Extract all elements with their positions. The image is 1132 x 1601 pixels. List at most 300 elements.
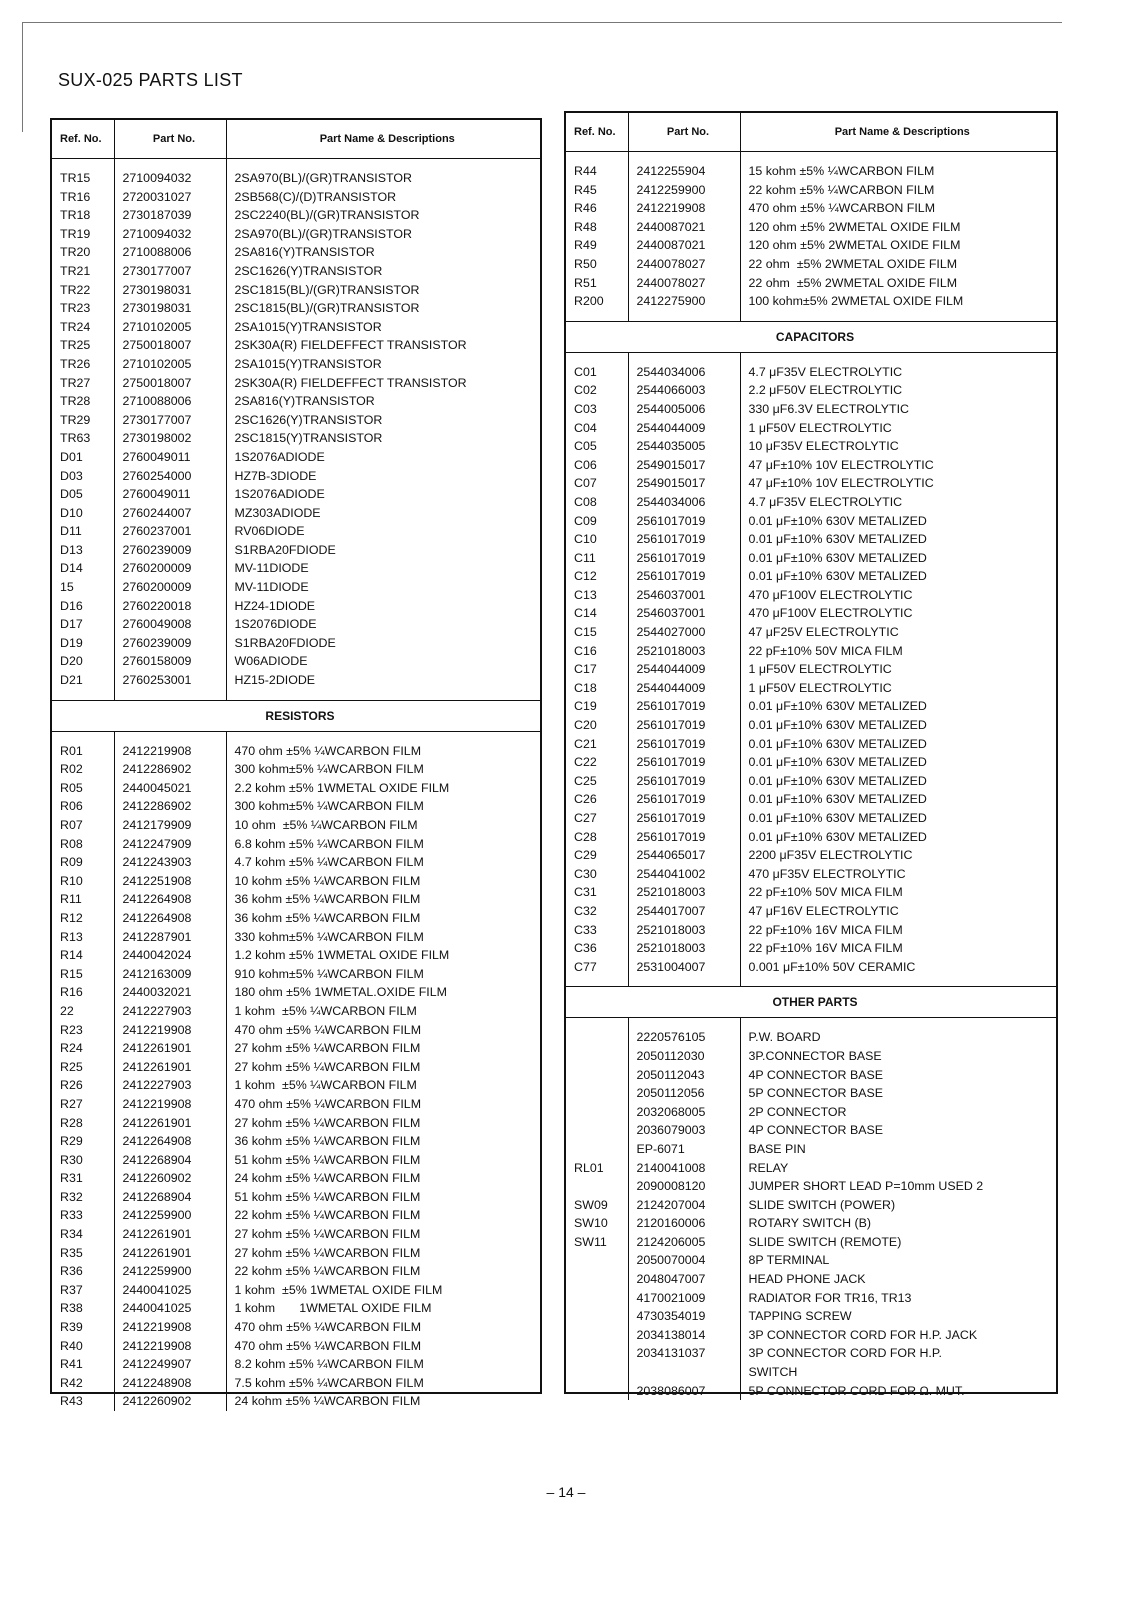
ref-cell: D16 bbox=[52, 597, 114, 616]
description-value: 15 kohm ±5% ¼W bbox=[748, 164, 850, 178]
table-row bbox=[52, 188, 540, 207]
part-no-cell: 2730198031 bbox=[114, 299, 226, 318]
part-no-cell: 2050112030 bbox=[628, 1047, 740, 1066]
ref-cell: D17 bbox=[52, 615, 114, 634]
description-value: 47 μF bbox=[748, 903, 781, 918]
description-cell bbox=[226, 946, 540, 965]
description-value: 470 ohm ±5% ¼W bbox=[234, 1320, 337, 1335]
table-row bbox=[52, 1244, 540, 1263]
ref-cell: C19 bbox=[566, 697, 628, 716]
description-type: CARBON FILM bbox=[336, 1320, 422, 1335]
ref-cell: R09 bbox=[52, 853, 114, 872]
ref-cell: C17 bbox=[566, 660, 628, 679]
table-row bbox=[566, 865, 1056, 884]
ref-cell: C07 bbox=[566, 474, 628, 493]
table-row bbox=[566, 236, 1056, 255]
part-no-cell: 4170021009 bbox=[628, 1289, 740, 1308]
ref-cell: C77 bbox=[566, 958, 628, 977]
spacer-cell bbox=[740, 1018, 1056, 1029]
description-value: 51 kohm ±5% ¼W bbox=[234, 1152, 336, 1167]
table-row bbox=[566, 1140, 1056, 1159]
description-cell bbox=[226, 206, 540, 225]
ref-cell: C08 bbox=[566, 493, 628, 512]
description-type: CARBON FILM bbox=[336, 743, 422, 758]
header-description: Part Name & Descriptions bbox=[226, 120, 540, 159]
spacer-cell bbox=[628, 1018, 740, 1029]
part-no-cell: 2124206005 bbox=[628, 1233, 740, 1252]
description-value: 47 μF bbox=[748, 476, 781, 491]
description-value: 2SB568(C)/(D) bbox=[234, 189, 317, 204]
description-type: CARBON FILM bbox=[335, 1264, 421, 1279]
description-value: 4.7 kohm ±5% ¼W bbox=[234, 855, 340, 870]
description-type: 35V ELECTROLYTIC bbox=[783, 364, 903, 379]
ref-cell: C30 bbox=[566, 865, 628, 884]
description-type: 100V ELECTROLYTIC bbox=[787, 587, 913, 602]
table-row bbox=[52, 1132, 540, 1151]
table-row bbox=[566, 1326, 1056, 1345]
description-cell bbox=[740, 363, 1056, 382]
part-no-cell: 2036079003 bbox=[628, 1121, 740, 1140]
description-value: 2SA816(Y) bbox=[234, 394, 296, 409]
ref-cell: SW11 bbox=[566, 1233, 628, 1252]
ref-cell: R42 bbox=[52, 1374, 114, 1393]
spacer-cell bbox=[740, 152, 1056, 163]
table-row bbox=[52, 1318, 540, 1337]
ref-cell: C36 bbox=[566, 939, 628, 958]
description-cell: 3P CONNECTOR CORD FOR H.P. bbox=[748, 1346, 942, 1361]
description-cell bbox=[740, 939, 1056, 958]
part-no-cell: 2521018003 bbox=[628, 939, 740, 958]
description-value: 2SC1626(Y) bbox=[234, 412, 303, 427]
description-type: METAL OXIDE FILM bbox=[846, 219, 961, 234]
ref-cell: R07 bbox=[52, 816, 114, 835]
description-value: 2200 μF bbox=[748, 848, 795, 863]
description-type: TRANSISTOR bbox=[295, 245, 375, 260]
description-type: CARBON FILM bbox=[335, 1171, 421, 1186]
description-cell bbox=[226, 559, 540, 578]
description-value: 0.01 μF bbox=[748, 550, 791, 565]
ref-cell: C16 bbox=[566, 642, 628, 661]
description-value: 0.01 μF bbox=[748, 699, 791, 714]
description-cell bbox=[740, 586, 1056, 605]
table-row bbox=[566, 437, 1056, 456]
description-cell bbox=[226, 392, 540, 411]
part-no-cell: 2440041025 bbox=[114, 1299, 226, 1318]
description-value: 0.01 μF bbox=[748, 829, 791, 844]
ref-cell: TR21 bbox=[52, 262, 114, 281]
description-cell bbox=[226, 485, 540, 504]
description-type: CARBON FILM bbox=[339, 855, 424, 870]
ref-cell: R38 bbox=[52, 1299, 114, 1318]
description-type: TRANSISTOR bbox=[302, 431, 383, 446]
part-no-cell: 2412243903 bbox=[114, 853, 226, 872]
part-no-cell: 2412260902 bbox=[114, 1392, 226, 1411]
description-type: ±10% 630V METALIZED bbox=[790, 736, 927, 751]
description-cell bbox=[226, 1021, 540, 1040]
description-type: CARBON FILM bbox=[332, 1003, 417, 1018]
ref-cell: C06 bbox=[566, 456, 628, 475]
description-type: DIODE bbox=[277, 468, 317, 483]
description-cell bbox=[740, 236, 1056, 255]
part-no-cell: 2710094032 bbox=[114, 169, 226, 188]
description-value: 2SC1815(BL)/(GR) bbox=[234, 282, 340, 297]
description-type: ±10% 630V METALIZED bbox=[790, 773, 927, 788]
description-value: 1S2076 bbox=[234, 617, 278, 632]
part-no-cell: 2412268904 bbox=[114, 1151, 226, 1170]
table-row bbox=[52, 1039, 540, 1058]
description-type: 50V ELECTROLYTIC bbox=[773, 662, 892, 677]
description-type: 50V ELECTROLYTIC bbox=[773, 680, 892, 695]
part-no-cell: 2412249907 bbox=[114, 1355, 226, 1374]
description-cell bbox=[226, 1225, 540, 1244]
description-type: TRANSISTOR bbox=[302, 412, 383, 427]
description-value: 0.01 μF bbox=[748, 718, 791, 733]
description-type: CARBON FILM bbox=[336, 1022, 422, 1037]
table-row bbox=[52, 299, 540, 318]
description-value: 1 kohm ±5% ¼W bbox=[234, 1078, 333, 1093]
description-value: 1 kohm ±5% 1W bbox=[234, 1282, 329, 1297]
description-cell bbox=[740, 623, 1056, 642]
description-value: 22 kohm ±5% ¼W bbox=[234, 1208, 336, 1223]
description-type: ±10% 630V METALIZED bbox=[790, 513, 927, 528]
description-cell bbox=[226, 965, 540, 984]
part-no-cell: 2412227903 bbox=[114, 1002, 226, 1021]
part-no-cell: 2412219908 bbox=[114, 1337, 226, 1356]
description-cell bbox=[226, 1151, 540, 1170]
description-type: DIODE bbox=[268, 654, 308, 669]
ref-cell bbox=[566, 1326, 628, 1345]
header-part-no: Part No. bbox=[114, 120, 226, 159]
description-value: 22 kohm ±5% ¼W bbox=[748, 182, 850, 197]
description-type: CARBON FILM bbox=[335, 873, 421, 888]
description-cell bbox=[226, 299, 540, 318]
ref-cell: R31 bbox=[52, 1169, 114, 1188]
table-row bbox=[566, 218, 1056, 237]
ref-cell: D03 bbox=[52, 467, 114, 486]
part-no-cell: 2140041008 bbox=[628, 1159, 740, 1178]
description-value: 0.01 μF bbox=[748, 792, 791, 807]
description-cell bbox=[226, 1132, 540, 1151]
description-type: 6.3V ELECTROLYTIC bbox=[787, 401, 909, 416]
table-row bbox=[566, 772, 1056, 791]
description-cell bbox=[740, 828, 1056, 847]
ref-cell: TR23 bbox=[52, 299, 114, 318]
description-cell bbox=[226, 1318, 540, 1337]
ref-cell: TR19 bbox=[52, 225, 114, 244]
table-row bbox=[566, 1159, 1056, 1178]
description-type: ±10% 630V METALIZED bbox=[790, 532, 927, 547]
description-cell bbox=[740, 772, 1056, 791]
description-cell bbox=[740, 604, 1056, 623]
table-row bbox=[566, 400, 1056, 419]
ref-cell bbox=[566, 1177, 628, 1196]
table-row bbox=[566, 623, 1056, 642]
description-cell bbox=[226, 1374, 540, 1393]
ref-cell: R15 bbox=[52, 965, 114, 984]
description-value: 2SK30A(R) FIELD bbox=[234, 375, 336, 390]
spacer-cell bbox=[740, 976, 1056, 987]
description-cell bbox=[226, 779, 540, 798]
description-cell bbox=[226, 188, 540, 207]
description-type: CARBON FILM bbox=[335, 1245, 421, 1260]
ref-cell bbox=[566, 1344, 628, 1363]
description-type: CARBON FILM bbox=[335, 1227, 421, 1242]
description-cell bbox=[226, 1299, 540, 1318]
part-no-cell: 2760200009 bbox=[114, 578, 226, 597]
description-cell bbox=[226, 467, 540, 486]
description-cell bbox=[740, 697, 1056, 716]
table-row bbox=[52, 318, 540, 337]
description-value: 910 kohm±5% ¼W bbox=[234, 966, 340, 981]
table-row bbox=[52, 816, 540, 835]
description-value: RV06 bbox=[234, 524, 266, 539]
description-type: CARBON FILM bbox=[850, 201, 936, 216]
description-type: ±10% 630V METALIZED bbox=[790, 550, 927, 565]
table-row bbox=[52, 262, 540, 281]
table-row bbox=[566, 181, 1056, 200]
ref-cell: R26 bbox=[52, 1076, 114, 1095]
table-row bbox=[566, 958, 1056, 977]
description-value: 100 kohm±5% 2W bbox=[748, 294, 850, 309]
description-cell bbox=[226, 411, 540, 430]
description-value: 470 ohm ±5% ¼W bbox=[234, 1338, 337, 1353]
description-value: 2SA816(Y) bbox=[234, 245, 296, 260]
description-value: 7.5 kohm ±5% ¼W bbox=[234, 1375, 340, 1390]
description-type: METAL OXIDE FILM bbox=[843, 256, 958, 271]
description-cell bbox=[226, 1262, 540, 1281]
description-value: 51 kohm ±5% ¼W bbox=[234, 1189, 336, 1204]
description-value: 1 μF bbox=[748, 420, 774, 435]
description-type: TRANSISTOR bbox=[295, 394, 375, 409]
spacer-cell bbox=[740, 311, 1056, 322]
table-row bbox=[52, 1076, 540, 1095]
table-row bbox=[566, 716, 1056, 735]
part-no-cell: 2760254000 bbox=[114, 467, 226, 486]
spacer-cell bbox=[628, 352, 740, 363]
description-type: ±10% 630V METALIZED bbox=[790, 811, 927, 825]
description-value: 22 pF bbox=[748, 643, 781, 658]
description-value: 1.2 kohm ±5% 1W bbox=[234, 948, 336, 963]
ref-cell: C05 bbox=[566, 437, 628, 456]
table-row bbox=[52, 1169, 540, 1188]
description-value: 27 kohm ±5% ¼W bbox=[234, 1227, 336, 1242]
ref-cell: C11 bbox=[566, 549, 628, 568]
description-cell bbox=[740, 679, 1056, 698]
description-type: TRANSISTOR bbox=[339, 208, 420, 223]
description-cell bbox=[226, 1095, 540, 1114]
description-cell: TAPPING SCREW bbox=[748, 1309, 852, 1324]
spacer-row bbox=[52, 690, 540, 701]
table-row bbox=[52, 797, 540, 816]
part-no-cell: 2440087021 bbox=[628, 218, 740, 237]
table-row bbox=[52, 1095, 540, 1114]
description-type: ±10% 630V METALIZED bbox=[790, 699, 927, 714]
description-value: 2SA1015(Y) bbox=[234, 356, 303, 371]
description-cell bbox=[740, 735, 1056, 754]
part-no-cell: 2412259900 bbox=[114, 1262, 226, 1281]
header-part-no: Part No. bbox=[628, 113, 740, 152]
part-no-cell: 2440045021 bbox=[114, 779, 226, 798]
description-cell bbox=[226, 671, 540, 690]
description-cell bbox=[226, 318, 540, 337]
part-no-cell: 2760200009 bbox=[114, 559, 226, 578]
description-value: 330 μF bbox=[748, 401, 788, 416]
spacer-cell bbox=[226, 159, 540, 170]
description-value: 1S2076A bbox=[234, 487, 286, 502]
table-row bbox=[566, 660, 1056, 679]
spacer-cell bbox=[226, 690, 540, 701]
table-row bbox=[566, 456, 1056, 475]
description-type: 35V ELECTROLYTIC bbox=[794, 848, 913, 863]
part-no-cell: 2760049011 bbox=[114, 485, 226, 504]
description-type: DIODE bbox=[285, 487, 325, 502]
description-cell bbox=[226, 1169, 540, 1188]
ref-cell: C32 bbox=[566, 902, 628, 921]
ref-cell: R05 bbox=[52, 779, 114, 798]
page-title: SUX-025 PARTS LIST bbox=[58, 70, 243, 90]
part-no-cell: 2412251908 bbox=[114, 872, 226, 891]
table-row bbox=[52, 1355, 540, 1374]
description-cell bbox=[226, 872, 540, 891]
ref-cell: C02 bbox=[566, 381, 628, 400]
description-cell bbox=[226, 1188, 540, 1207]
ref-cell: C33 bbox=[566, 921, 628, 940]
description-value: 27 kohm ±5% ¼W bbox=[234, 1245, 336, 1260]
part-no-cell: 2544041002 bbox=[628, 865, 740, 884]
part-no-cell: 2412261901 bbox=[114, 1225, 226, 1244]
description-cell: JUMPER SHORT LEAD P=10mm USED 2 bbox=[748, 1179, 984, 1194]
description-value: 0.01 μF bbox=[748, 513, 791, 528]
description-cell bbox=[740, 456, 1056, 475]
part-no-cell: 2561017019 bbox=[628, 567, 740, 586]
description-type: CARBON FILM bbox=[339, 966, 424, 981]
parts-table-right bbox=[564, 111, 1058, 1398]
ref-cell: C20 bbox=[566, 716, 628, 735]
description-type: CARBON FILM bbox=[335, 1134, 421, 1149]
ref-cell: R11 bbox=[52, 890, 114, 909]
part-no-cell: 2038086007 bbox=[628, 1382, 740, 1401]
part-no-cell: 2120160006 bbox=[628, 1214, 740, 1233]
table-row bbox=[566, 1289, 1056, 1308]
description-cell: BASE PIN bbox=[748, 1141, 806, 1156]
ref-cell bbox=[566, 1084, 628, 1103]
description-type: CARBON FILM bbox=[339, 929, 424, 944]
part-no-cell: 2730177007 bbox=[114, 262, 226, 281]
part-no-cell: 2412261901 bbox=[114, 1039, 226, 1058]
description-value: 2SC2240(BL)/(GR) bbox=[234, 208, 340, 223]
spacer-cell bbox=[740, 352, 1056, 363]
spacer-cell bbox=[628, 311, 740, 322]
description-type: CARBON FILM bbox=[336, 1096, 422, 1111]
part-no-cell: 2412255904 bbox=[628, 162, 740, 181]
description-type: TRANSISTOR bbox=[302, 319, 382, 334]
description-value: 470 μF bbox=[748, 866, 788, 881]
table-row bbox=[566, 1363, 1056, 1382]
section-header-row bbox=[566, 987, 1056, 1018]
description-type: ±10% 16V MICA FILM bbox=[780, 941, 903, 956]
part-no-cell: 2412179909 bbox=[114, 816, 226, 835]
spacer-cell bbox=[114, 690, 226, 701]
spacer-cell bbox=[52, 690, 114, 701]
table-row bbox=[52, 1114, 540, 1133]
description-value: 0.01 μF bbox=[748, 569, 791, 584]
description-type: CARBON FILM bbox=[335, 1115, 421, 1130]
description-cell bbox=[226, 1337, 540, 1356]
ref-cell: C15 bbox=[566, 623, 628, 642]
ref-cell: R25 bbox=[52, 1058, 114, 1077]
ref-cell: SW09 bbox=[566, 1196, 628, 1215]
table-row bbox=[566, 1233, 1056, 1252]
description-type: DIODE bbox=[265, 524, 305, 539]
table-row bbox=[52, 671, 540, 690]
description-value: 2SA1015(Y) bbox=[234, 319, 303, 334]
description-type: TRANSISTOR bbox=[332, 171, 412, 185]
description-type: CARBON FILM bbox=[336, 1338, 422, 1353]
description-value: 4.7 μF bbox=[748, 494, 784, 509]
ref-cell: R29 bbox=[52, 1132, 114, 1151]
description-value: 300 kohm±5% ¼W bbox=[234, 799, 340, 814]
description-value: 22 kohm ±5% ¼W bbox=[234, 1264, 336, 1279]
description-cell bbox=[226, 909, 540, 928]
table-row bbox=[566, 828, 1056, 847]
table-row bbox=[52, 779, 540, 798]
table-row bbox=[52, 355, 540, 374]
description-type: 35V ELECTROLYTIC bbox=[783, 494, 903, 509]
description-type: ±10% 630V METALIZED bbox=[790, 755, 927, 770]
ref-cell bbox=[566, 1270, 628, 1289]
part-no-cell: 2440078027 bbox=[628, 255, 740, 274]
description-value: 4.7 μF bbox=[748, 364, 784, 379]
table-row bbox=[52, 1299, 540, 1318]
part-no-cell: 2544044009 bbox=[628, 679, 740, 698]
table-row bbox=[566, 846, 1056, 865]
part-no-cell: 2561017019 bbox=[628, 772, 740, 791]
description-type: ±10% 10V ELECTROLYTIC bbox=[780, 457, 934, 472]
description-value: 8.2 kohm ±5% ¼W bbox=[234, 1357, 340, 1372]
part-no-cell: 2412264908 bbox=[114, 890, 226, 909]
ref-cell: C22 bbox=[566, 753, 628, 772]
description-cell: SLIDE SWITCH (REMOTE) bbox=[748, 1234, 902, 1249]
description-cell bbox=[740, 400, 1056, 419]
description-cell bbox=[226, 890, 540, 909]
description-type: METAL OXIDE FILM bbox=[328, 1282, 443, 1297]
part-no-cell: 2561017019 bbox=[628, 753, 740, 772]
ref-cell bbox=[566, 1289, 628, 1308]
description-type: CARBON FILM bbox=[335, 1152, 421, 1167]
part-no-cell: 2090008120 bbox=[628, 1177, 740, 1196]
description-value: 27 kohm ±5% ¼W bbox=[234, 1059, 336, 1074]
table-row bbox=[52, 1262, 540, 1281]
part-no-cell: 2050112043 bbox=[628, 1066, 740, 1085]
spacer-cell bbox=[628, 152, 740, 163]
description-value: 470 ohm ±5% ¼W bbox=[234, 1022, 337, 1037]
description-value: 22 ohm ±5% 2W bbox=[748, 256, 844, 271]
description-cell bbox=[226, 448, 540, 467]
description-value: HZ7B-3 bbox=[234, 468, 278, 483]
description-value: 1 μF bbox=[748, 662, 774, 677]
part-no-cell: 2720031027 bbox=[114, 188, 226, 207]
description-cell bbox=[226, 578, 540, 597]
description-cell bbox=[740, 865, 1056, 884]
table-row bbox=[52, 522, 540, 541]
part-no-cell: 2760220018 bbox=[114, 597, 226, 616]
part-no-cell: 2521018003 bbox=[628, 642, 740, 661]
table-row bbox=[52, 946, 540, 965]
table-row bbox=[566, 790, 1056, 809]
table-row bbox=[52, 541, 540, 560]
table-row bbox=[566, 381, 1056, 400]
part-no-cell: 2710088006 bbox=[114, 243, 226, 262]
